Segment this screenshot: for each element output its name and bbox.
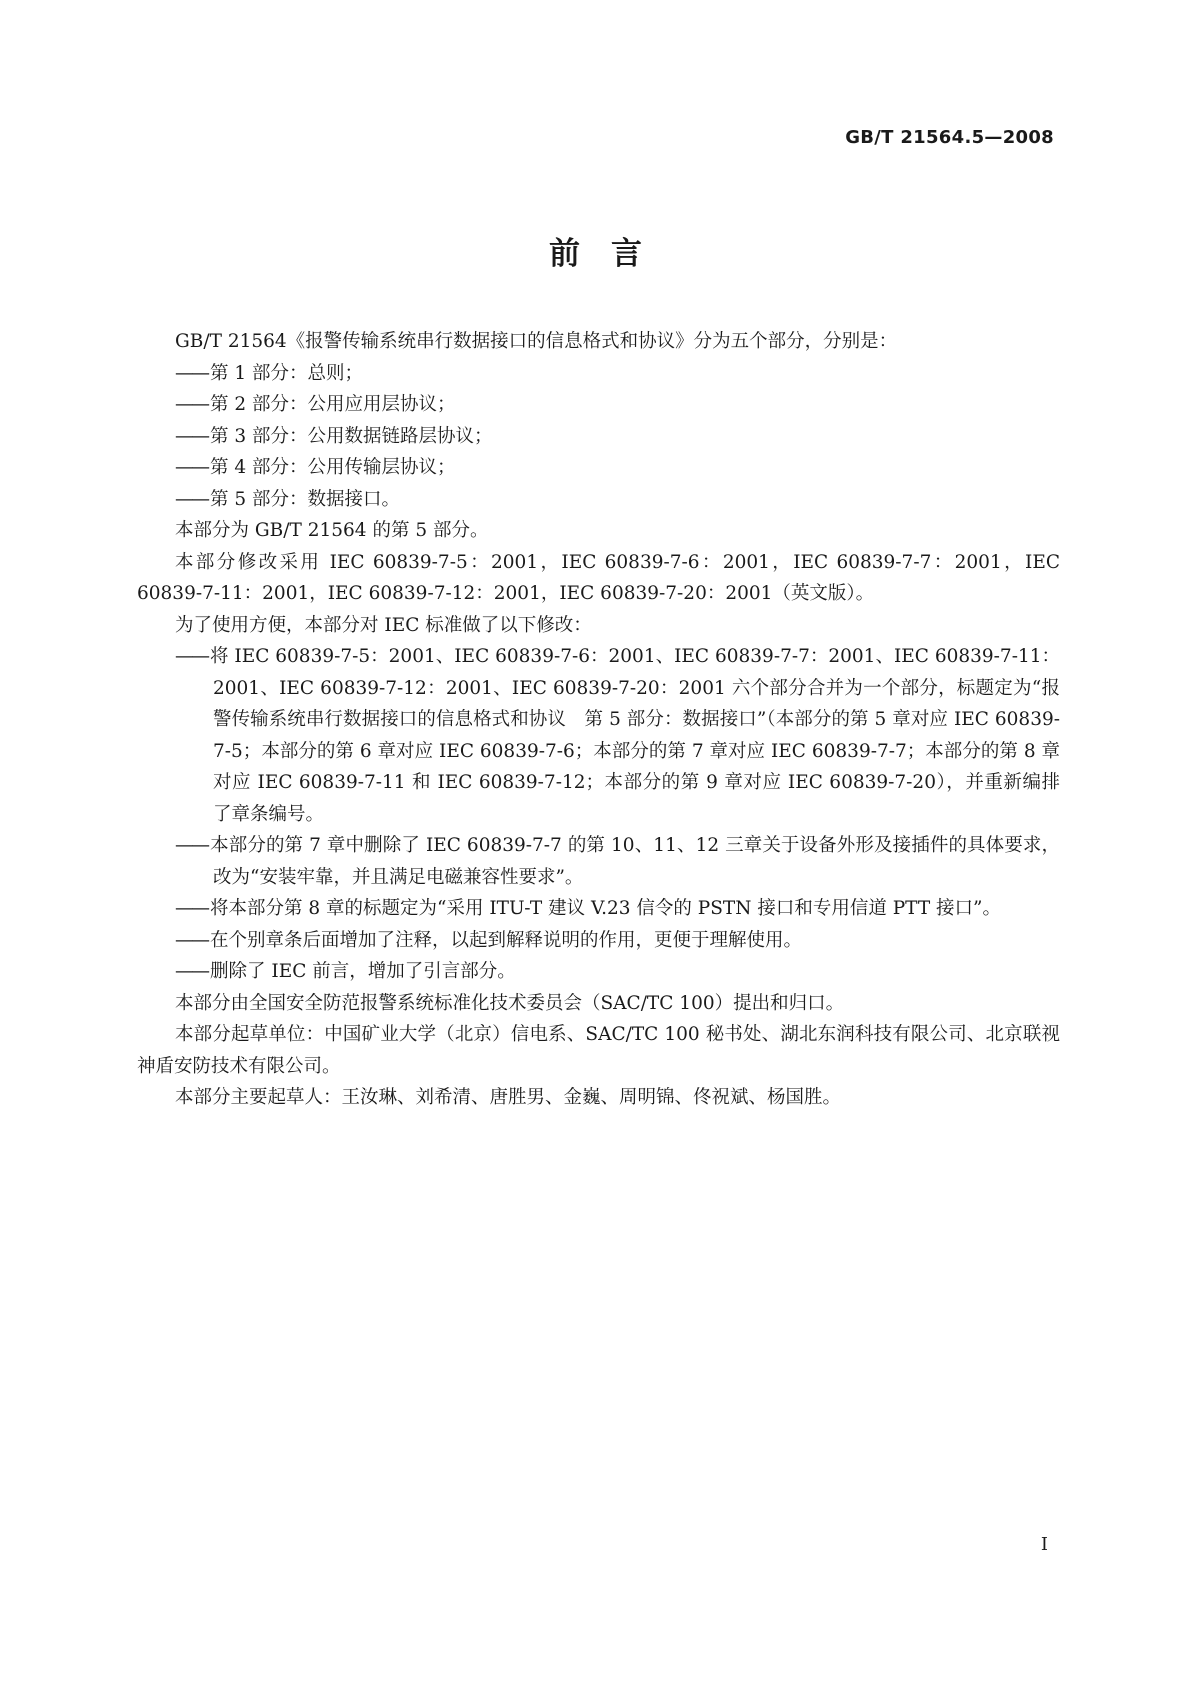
modifications-intro: 为了使用方便，本部分对 IEC 标准做了以下修改： xyxy=(175,614,592,636)
modification-item-4: —— 在个别章条后面增加了注释，以起到解释说明的作用，更便于理解使用。 xyxy=(137,925,1060,957)
intro-paragraph: GB/T 21564《报警传输系统串行数据接口的信息格式和协议》分为五个部分，分别是： xyxy=(175,331,898,352)
proposed-by-paragraph: 本部分由全国安全防范报警系统标准化技术委员会（SAC/TC 100）提出和归口。 xyxy=(175,992,845,1014)
adoption-paragraph: 本部分修改采用 IEC 60839-7-5：2001，IEC 60839-7-6：2001，IEC 60839-7-7：2001，IEC 60839-7-11：2001，IEC 60839-7-12：2001，IEC 60839-7-20：2001（英文版）。 xyxy=(137,551,1060,604)
part-list-item-5: —— 第 5 部分：数据接口。 xyxy=(137,484,1060,516)
part-list-item-2: —— 第 2 部分：公用应用层协议； xyxy=(137,389,1060,421)
modification-item-1: —— 将 IEC 60839-7-5：2001、IEC 60839-7-6：2001、IEC 60839-7-7：2001、IEC 60839-7-11：2001、IEC 60839-7-12：2001、IEC 60839-7-20：2001 六个部分合并为一个部分，标题定为“报警传输系统串行数据接口的信息格式和协议 第 5 部分：数据接口”（本部分的第 5 章对应 IEC 60839-7-5；本部分的第 6 章对应 IEC 60839-7-6；本部分的第 7 章对应 IEC 60839-7-7；本部分的第 8 章对应 IEC 60839-7-11 和 IEC 60839-7-12；本部分的第 9 章对应 IEC 60839-7-20），并重新编排了章条编号。 xyxy=(137,641,1060,830)
drafting-units-paragraph: 本部分起草单位：中国矿业大学（北京）信电系、SAC/TC 100 秘书处、湖北东润科技有限公司、北京联视神盾安防技术有限公司。 xyxy=(137,1024,1060,1077)
drafters-paragraph: 本部分主要起草人：王汝琳、刘希清、唐胜男、金巍、周明锦、佟祝斌、杨国胜。 xyxy=(175,1087,842,1108)
part-list-item-1: —— 第 1 部分：总则； xyxy=(137,358,1060,390)
this-part-paragraph: 本部分为 GB/T 21564 的第 5 部分。 xyxy=(175,520,489,541)
part-list-item-4: —— 第 4 部分：公用传输层协议； xyxy=(137,452,1060,484)
part-list-item-3: —— 第 3 部分：公用数据链路层协议； xyxy=(137,421,1060,453)
modification-item-3: —— 将本部分第 8 章的标题定为“采用 ITU-T 建议 V.23 信令的 PSTN 接口和专用信道 PTT 接口”。 xyxy=(137,893,1060,925)
modification-item-5: —— 删除了 IEC 前言，增加了引言部分。 xyxy=(137,956,1060,988)
modification-item-2: —— 本部分的第 7 章中删除了 IEC 60839-7-7 的第 10、11、12 三章关于设备外形及接插件的具体要求，改为“安装牢靠，并且满足电磁兼容性要求”。 xyxy=(137,830,1060,893)
document-body xyxy=(137,326,1060,1114)
standard-code: GB/T 21564.5—2008 xyxy=(845,127,1054,148)
page-number: I xyxy=(1040,1534,1048,1555)
page-title: 前 言 xyxy=(549,236,642,272)
